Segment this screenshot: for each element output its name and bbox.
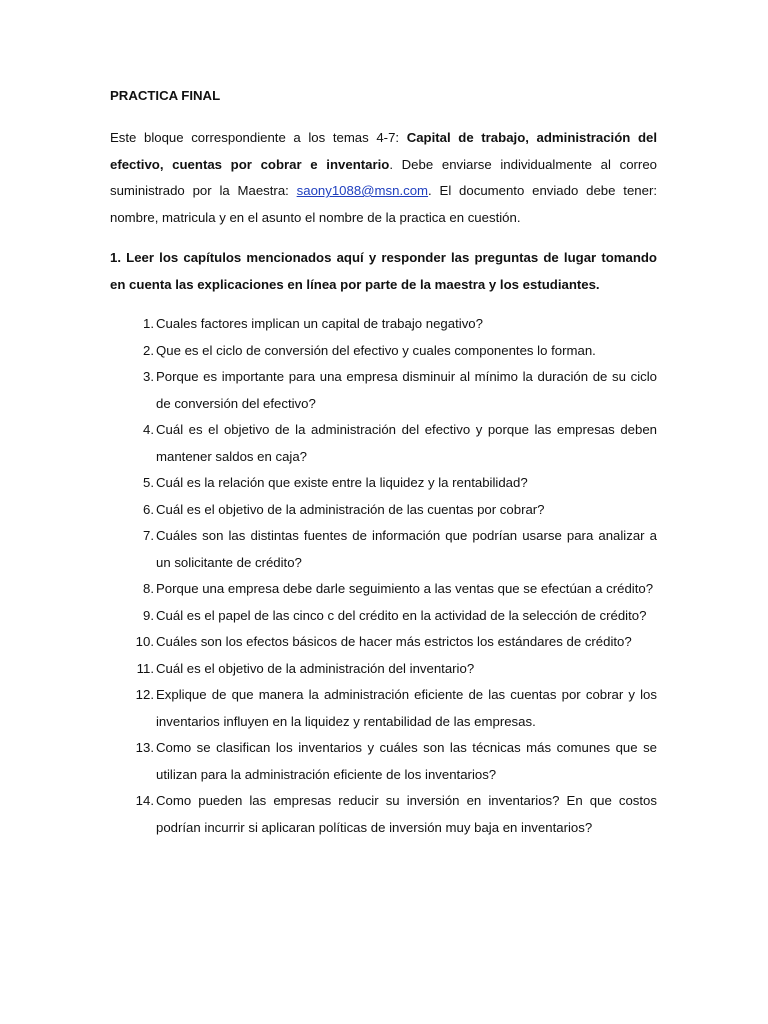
list-item xyxy=(110,338,657,365)
question-text: Cuales factores implican un capital de trabajo negativo? xyxy=(156,316,483,331)
question-text: Cuál es el objetivo de la administración del inventario? xyxy=(156,660,475,676)
question-text: Cuál es el papel de las cinco c del crédito en la actividad de la selección de crédito? xyxy=(156,607,647,623)
question-number: 2. xyxy=(143,342,154,358)
question-text: Cuál es el objetivo de la administración del efectivo y porque las empresas deben mantener saldos en caja? xyxy=(156,422,657,464)
instruction-paragraph: 1. Leer los capítulos mencionados aquí y responder las preguntas de lugar tomando en cuenta las explicaciones en línea por parte de la maestra y los estudiantes. xyxy=(110,250,657,292)
intro-paragraph xyxy=(110,125,657,231)
question-number: 8. xyxy=(143,581,154,596)
question-number: 7. xyxy=(143,528,154,543)
question-number: 3. xyxy=(143,369,154,384)
question-number: 11. xyxy=(136,660,154,676)
question-text: Porque una empresa debe darle seguimiento a las ventas que se efectúan a crédito? xyxy=(156,581,654,596)
email-link[interactable]: saony1088@msn.com xyxy=(296,183,429,198)
list-item xyxy=(110,417,657,470)
list-item xyxy=(110,311,657,338)
question-text: Que es el ciclo de conversión del efectivo y cuales componentes lo forman. xyxy=(156,342,596,358)
question-text: Explique de que manera la administración eficiente de las cuentas por cobrar y los inventarios influyen en la liquidez y rentabilidad de las empresas. xyxy=(156,687,657,729)
list-item xyxy=(110,682,657,735)
question-number: 10. xyxy=(135,634,154,649)
question-number: 1. xyxy=(143,316,154,331)
question-text: Cuál es el objetivo de la administración de las cuentas por cobrar? xyxy=(156,501,545,517)
list-item xyxy=(110,523,657,576)
list-item xyxy=(110,364,657,417)
question-number: 14. xyxy=(135,793,154,808)
questions-list xyxy=(110,311,657,841)
question-text: Porque es importante para una empresa disminuir al mínimo la duración de su ciclo de conversión del efectivo? xyxy=(156,369,657,411)
list-item xyxy=(110,576,657,603)
intro-text-2: . Debe enviarse individualmente al correo suministrado por la Maestra: xyxy=(110,156,657,198)
document-title: PRACTICA FINAL xyxy=(110,88,221,103)
question-number: 9. xyxy=(143,607,154,623)
list-item xyxy=(110,603,657,630)
list-item xyxy=(110,629,657,656)
list-item xyxy=(110,735,657,788)
list-item xyxy=(110,788,657,841)
intro-text-1: Este bloque correspondiente a los temas 4-7: xyxy=(110,130,407,145)
question-number: 4. xyxy=(143,422,154,437)
list-item xyxy=(110,497,657,524)
document-page xyxy=(110,86,657,841)
question-number: 13. xyxy=(135,740,154,755)
question-number: 12. xyxy=(135,687,154,702)
question-text: Cuáles son las distintas fuentes de información que podrían usarse para analizar a un solicitante de crédito? xyxy=(156,528,657,570)
question-text: Cuáles son los efectos básicos de hacer más estrictos los estándares de crédito? xyxy=(156,634,632,649)
intro-text-3: . El documento enviado debe tener: nombre, matricula y en el asunto el nombre de la practica en cuestión. xyxy=(110,183,657,225)
list-item xyxy=(110,656,657,683)
question-text: Como se clasifican los inventarios y cuáles son las técnicas más comunes que se utilizan para la administración eficiente de los inventarios? xyxy=(156,740,657,782)
question-text: Cuál es la relación que existe entre la liquidez y la rentabilidad? xyxy=(156,475,528,490)
intro-topics: Capital de trabajo, administración del efectivo, cuentas por cobrar e inventario xyxy=(110,130,658,172)
question-number: 5. xyxy=(143,475,154,490)
question-number: 6. xyxy=(143,501,154,517)
list-item xyxy=(110,470,657,497)
question-text: Como pueden las empresas reducir su inversión en inventarios? En que costos podrían incurrir si aplicaran políticas de inversión muy baja en inventarios? xyxy=(156,793,657,835)
